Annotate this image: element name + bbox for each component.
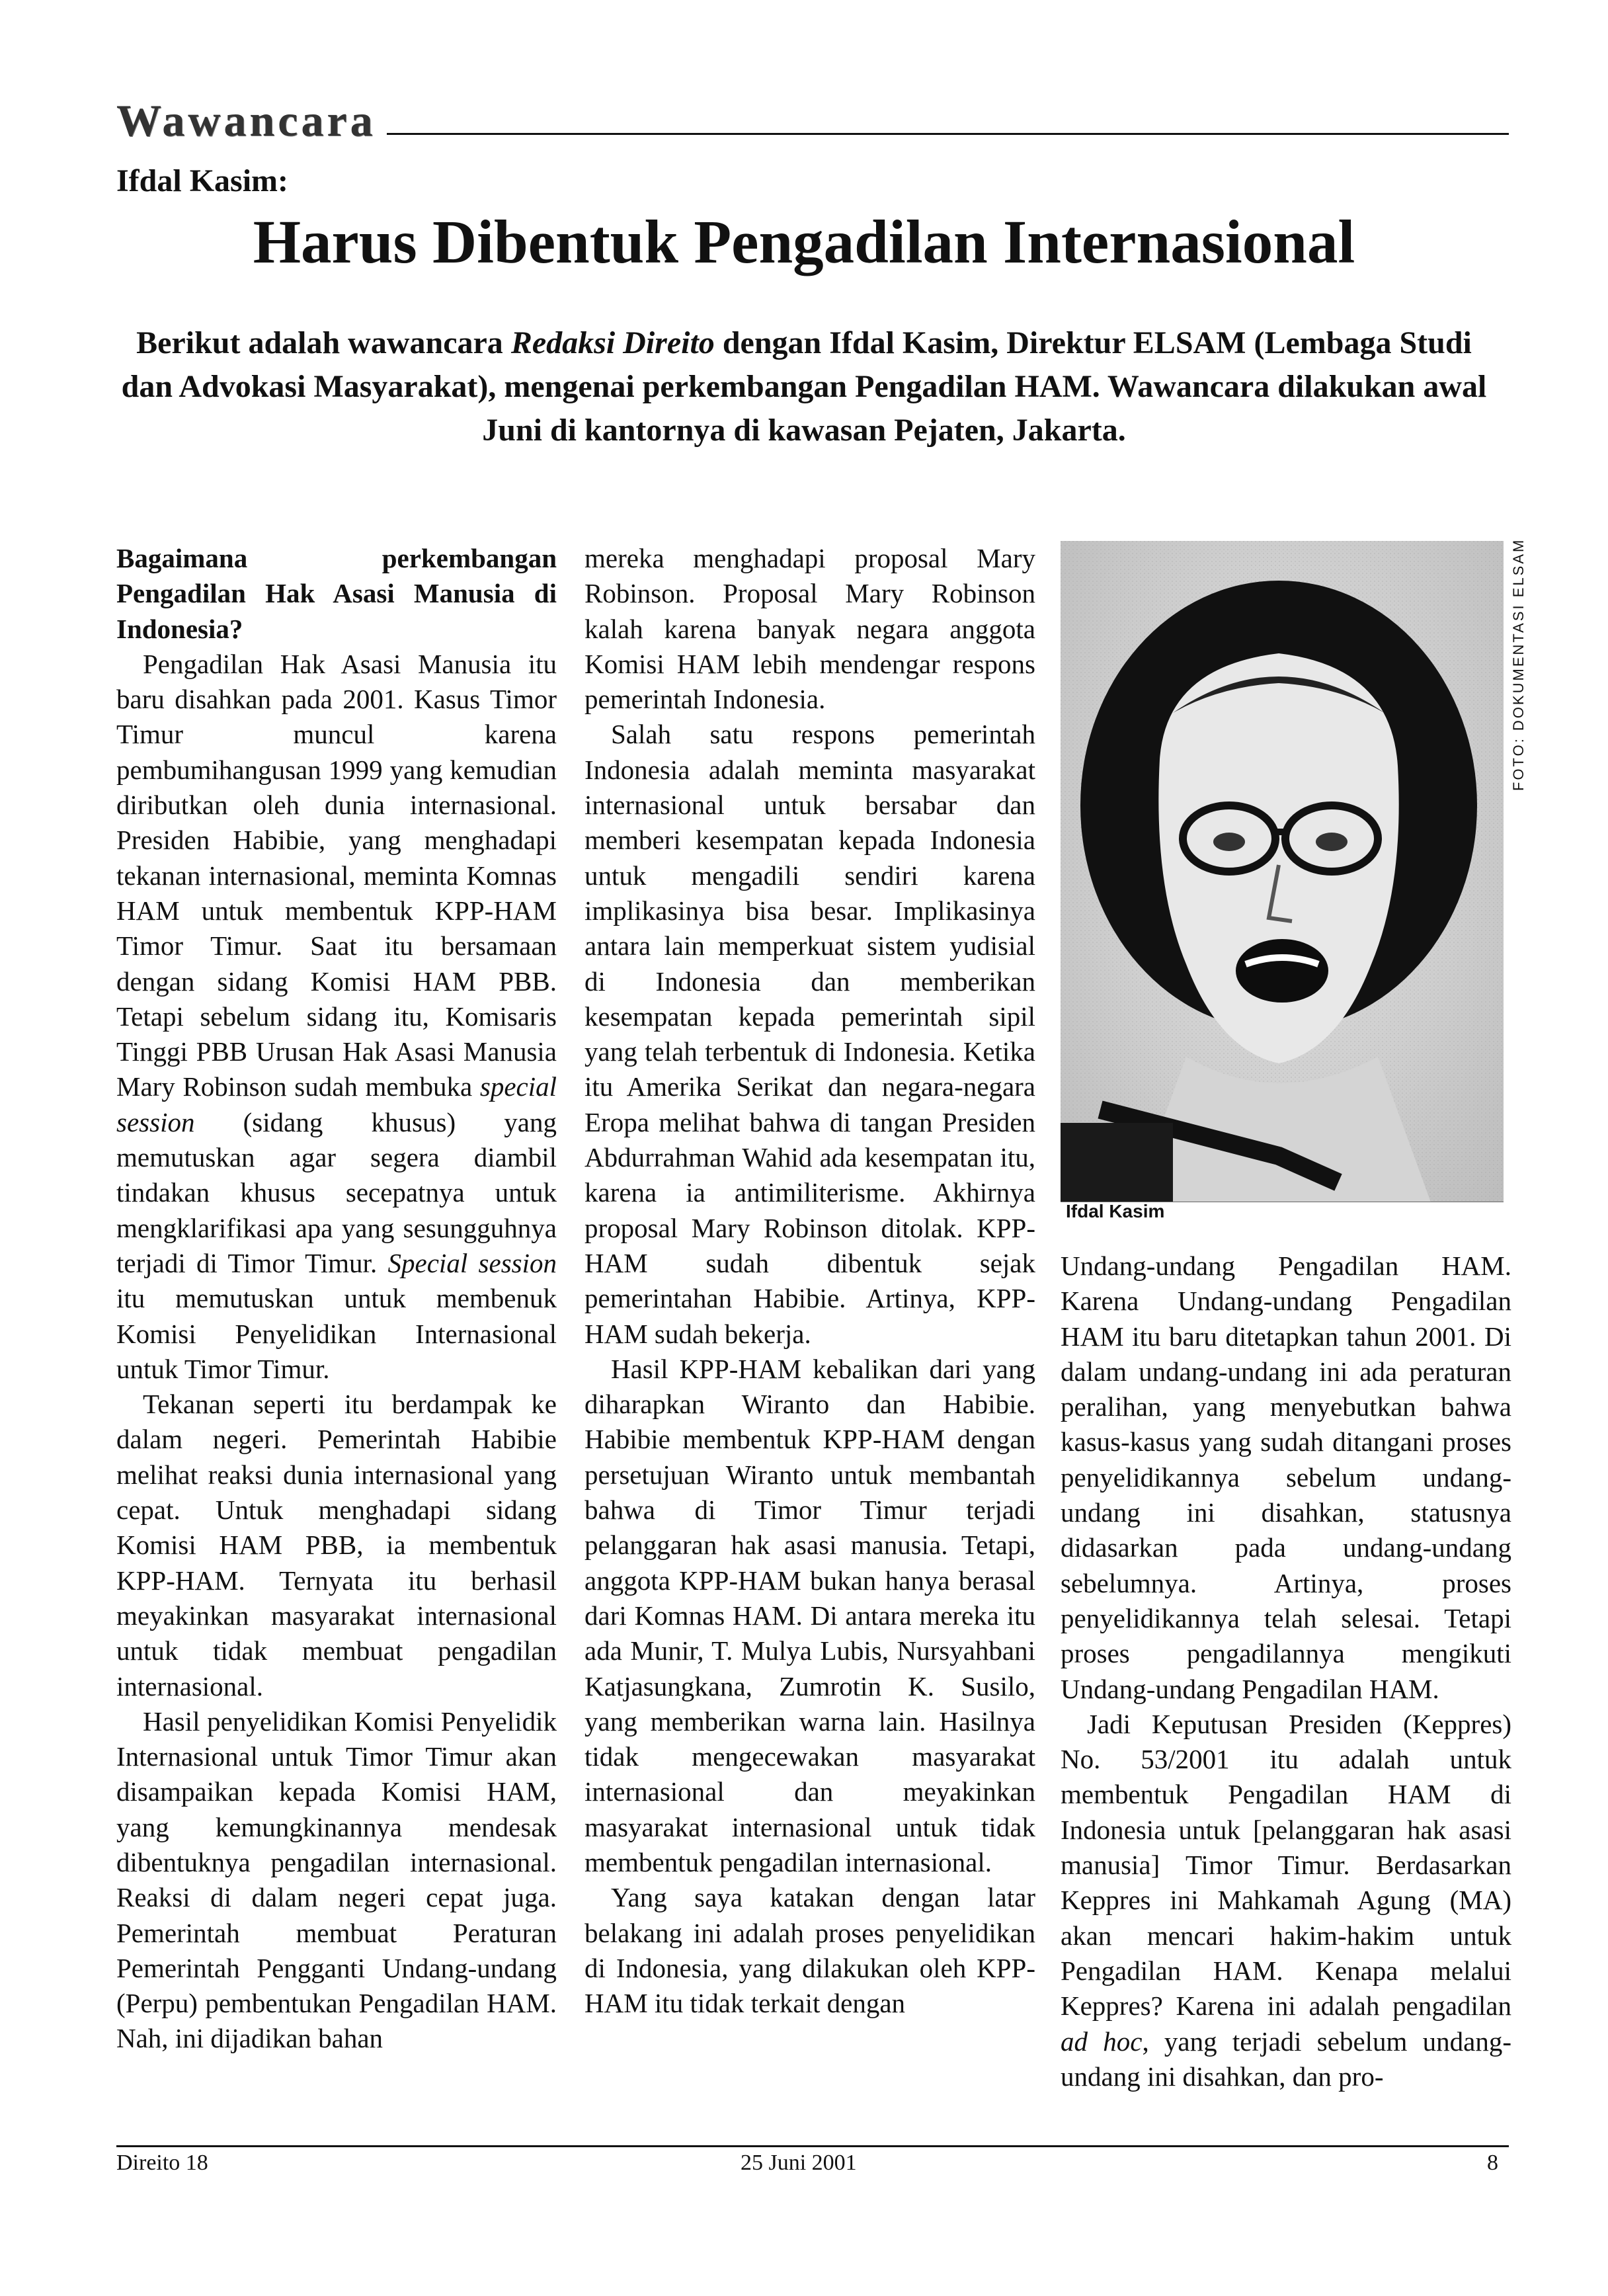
lede <box>119 321 1489 452</box>
answer-paragraph: Tekanan seperti itu berdampak ke dalam negeri. Pemerintah Habibie melihat reaksi dunia internasional yang cepat. Untuk menghadapi sidang Komisi HAM PBB, ia membentuk KPP-HAM. Ternyata itu berhasil meyakinkan masyarakat internasional untuk tidak membuat pengadilan internasional. <box>116 1389 557 1702</box>
page-number: 8 <box>1487 2151 1498 2175</box>
lede-text-end: dengan Ifdal Kasim, Direktur ELSAM (Lembaga Studi dan Advokasi Masyarakat), mengenai perkembangan Pengadilan HAM. Wawancara dilakukan awal Juni di kantornya di kawasan Pejaten, Jakarta. <box>121 325 1487 448</box>
lede-text-start: Berikut adalah wawancara <box>136 325 511 360</box>
portrait-illustration <box>1061 541 1504 1202</box>
italic-term: Special session <box>387 1247 557 1278</box>
photo-caption: Ifdal Kasim <box>1066 1201 1165 1221</box>
text-run: , yang terjadi sebelum undang-undang ini disahkan, dan pro- <box>1061 2026 1512 2092</box>
answer-paragraph: mereka menghadapi proposal Mary Robinson. Proposal Mary Robinson kalah karena banyak negara anggota Komisi HAM lebih mendengar respons pemerintah Indonesia. <box>584 543 1035 715</box>
footer-date: 25 Juni 2001 <box>741 2151 857 2175</box>
answer-paragraph: Salah satu respons pemerintah Indonesia adalah meminta masyarakat internasional untuk bersabar dan memberi kesempatan kepada Indonesia untuk mengadili sendiri karena implikasinya bisa besar. Implikasinya antara lain memperkuat sistem yudisial di Indonesia dan memberikan kesempatan kepada pemerintah sipil yang telah terbentuk di Indonesia. Ketika itu Amerika Serikat dan negara-negara Eropa melihat bahwa di tangan Presiden Abdurrahman Wahid ada kesempatan itu, karena ia antimiliterisme. Akhirnya proposal Mary Robinson ditolak. KPP-HAM sudah dibentuk sejak pemerintahan Habibie. Artinya, KPP-HAM sudah bekerja. <box>584 719 1035 1349</box>
interview-question: Bagaimana perkembangan Pengadilan Hak Asasi Manusia di Indonesia? <box>116 543 557 644</box>
lede-publication: Redaksi Direito <box>510 325 715 360</box>
footer-publication: Direito 18 <box>116 2151 208 2175</box>
answer-paragraph <box>116 647 557 1387</box>
answer-paragraph: Yang saya katakan dengan latar belakang ini adalah proses penyelidikan di Indonesia, yang dilakukan oleh KPP-HAM itu tidak terkait dengan <box>584 1882 1035 2019</box>
article-column-2 <box>584 541 1035 2021</box>
section-label: Wawancara <box>116 95 376 145</box>
article-column-1 <box>116 541 557 2057</box>
photo-credit: FOTO: DOKUMENTASI ELSAM <box>1510 538 1527 791</box>
footer-rule <box>116 2145 1509 2147</box>
article-column-3 <box>1061 1249 1511 2094</box>
answer-paragraph: Undang-undang Pengadilan HAM. Karena Undang-undang Pengadilan HAM itu baru ditetapkan tahun 2001. Di dalam undang-undang ini ada peraturan peralihan, yang menyebutkan bahwa kasus-kasus yang sudah ditangani proses penyelidikannya sebelum undang-undang ini disahkan, statusnya didasarkan pada undang-undang sebelumnya. Artinya, proses penyelidikannya telah selesai. Tetapi proses pengadilannya mengikuti Undang-undang Pengadilan HAM. <box>1061 1250 1511 1704</box>
portrait-photo <box>1061 541 1504 1202</box>
interviewee-name: Ifdal Kasim: <box>116 163 289 198</box>
text-run: Pengadilan Hak Asasi Manusia itu baru disahkan pada 2001. Kasus Timor Timur muncul karena pembumihangusan 1999 yang kemudian diributkan oleh dunia internasional. Presiden Habibie, yang menghadapi tekanan internasional, meminta Komnas HAM untuk membentuk KPP-HAM Timor Timur. Saat itu bersamaan dengan sidang Komisi HAM PBB. Tetapi sebelum sidang itu, Komisaris Tinggi PBB Urusan Hak Asasi Manusia Mary Robinson sudah membuka <box>116 648 557 1102</box>
text-run: Jadi Keputusan Presiden (Keppres) No. 53/2001 itu adalah untuk membentuk Pengadilan HAM di Indonesia untuk [pelanggaran hak asasi manusia] Timor Timur. Berdasarkan Keppres ini Mahkamah Agung (MA) akan mencari hakim-hakim untuk Pengadilan HAM. Kenapa melalui Keppres? Karena ini adalah pengadilan <box>1061 1708 1511 2022</box>
section-rule <box>387 133 1509 135</box>
answer-paragraph: Hasil KPP-HAM kebalikan dari yang diharapkan Wiranto dan Habibie. Habibie membentuk KPP-HAM dengan persetujuan Wiranto untuk membantah bahwa di Timor Timur terjadi pelanggaran hak asasi manusia. Tetapi, anggota KPP-HAM bukan hanya berasal dari Komnas HAM. Di antara mereka itu ada Munir, T. Mulya Lubis, Nursyahbani Katjasungkana, Zumrotin K. Susilo, yang memberikan warna lain. Hasilnya tidak mengecewakan masyarakat internasional dan meyakinkan masyarakat internasional untuk tidak membentuk pengadilan internasional. <box>584 1353 1035 1877</box>
answer-paragraph <box>1061 1707 1511 2094</box>
section-header <box>116 97 1509 143</box>
answer-paragraph: Hasil penyelidikan Komisi Penyelidik Internasional untuk Timor Timur akan disampaikan kepada Komisi HAM, yang kemungkinannya mendesak dibentuknya pengadilan internasional. Reaksi di dalam negeri cepat juga. Pemerintah membuat Peraturan Pemerintah Pengganti Undang-undang (Perpu) pembentukan Pengadilan HAM. Nah, ini dijadikan bahan <box>116 1705 557 2054</box>
text-run: itu memutuskan untuk membenuk Komisi Penyelidikan Internasional untuk Timor Timur. <box>116 1283 557 1384</box>
italic-term: ad hoc <box>1061 2026 1143 2057</box>
text-run: (sidang khusus) yang memutuskan agar segera diambil tindakan khusus secepatnya untuk mengklarifikasi apa yang sesungguhnya terjadi di Timor Timur. <box>116 1106 557 1278</box>
italic-term: special session <box>116 1071 557 1137</box>
headline: Harus Dibentuk Pengadilan Internasional <box>253 208 1355 276</box>
